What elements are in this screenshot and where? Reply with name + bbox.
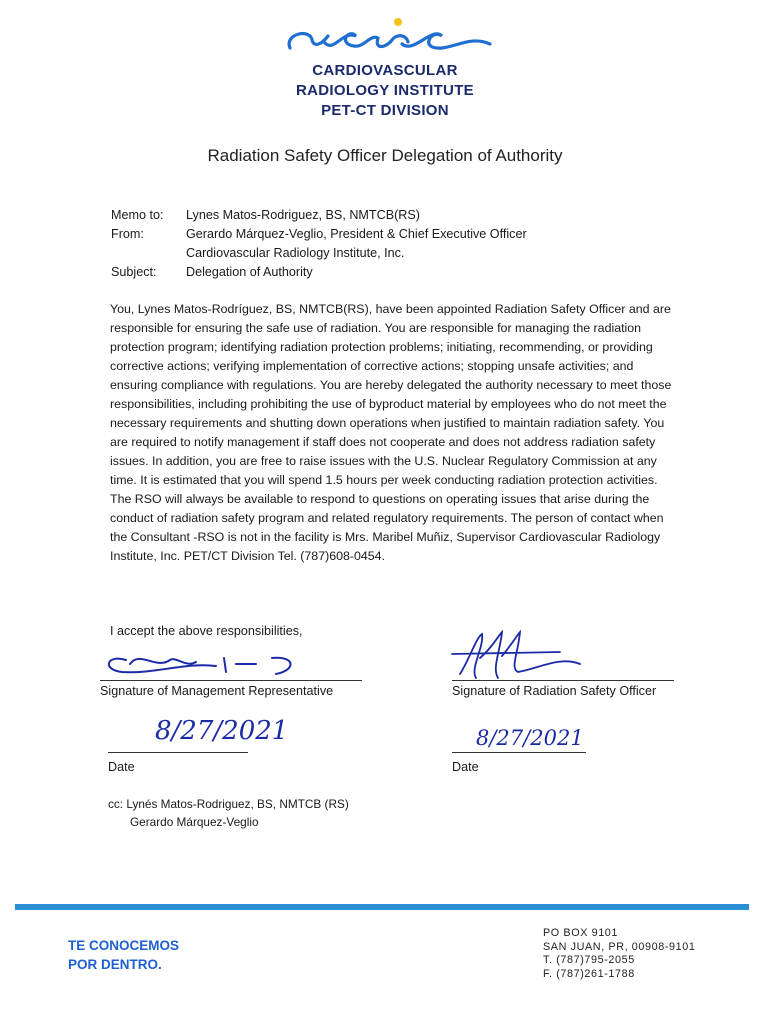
date-right-handwritten: 8/27/2021	[476, 726, 584, 750]
management-signature	[96, 640, 316, 684]
date-right-label: Date	[452, 760, 479, 774]
from-value-2: Cardiovascular Radiology Institute, Inc.	[186, 246, 405, 260]
accept-line: I accept the above responsibilities,	[110, 624, 303, 638]
document-title: Radiation Safety Officer Delegation of Authority	[207, 146, 563, 165]
rso-signature-label: Signature of Radiation Safety Officer	[452, 684, 657, 698]
institute-logo	[282, 14, 494, 60]
rso-signature	[440, 628, 640, 688]
tagline-line-2: POR DENTRO.	[68, 957, 162, 972]
subject-value: Delegation of Authority	[186, 265, 313, 279]
date-left-label: Date	[108, 760, 135, 774]
org-name-line1: CARDIOVASCULAR	[312, 62, 458, 79]
subject-label: Subject:	[111, 265, 157, 279]
date-right-line	[452, 752, 586, 753]
logo-script-mark	[289, 34, 490, 49]
address-line-1: PO BOX 9101	[543, 927, 619, 939]
footer-tagline	[68, 936, 179, 974]
management-signature-label: Signature of Management Representative	[100, 684, 334, 698]
from-label: From:	[111, 227, 144, 241]
date-left-line	[108, 752, 248, 753]
from-value-1: Gerardo Márquez-Veglio, President & Chief Executive Officer	[186, 227, 527, 241]
cc-line-1: cc: Lynés Matos-Rodriguez, BS, NMTCB (RS)	[108, 797, 349, 811]
rso-signature-line	[452, 680, 674, 681]
footer-divider	[15, 904, 749, 910]
memo-to-value: Lynes Matos-Rodriguez, BS, NMTCB(RS)	[186, 208, 420, 222]
logo-dot	[394, 18, 402, 26]
cc-line-2: Gerardo Márquez-Veglio	[130, 815, 259, 829]
tagline-line-1: TE CONOCEMOS	[68, 938, 180, 953]
org-division: PET-CT DIVISION	[321, 102, 449, 119]
footer-address	[543, 927, 695, 981]
management-signature-line	[100, 680, 362, 681]
fax-number: F. (787)261-1788	[543, 967, 635, 980]
org-name-line2: RADIOLOGY INSTITUTE	[296, 82, 474, 99]
memo-to-label: Memo to:	[111, 208, 164, 222]
memo-header	[0, 206, 770, 286]
body-paragraph: You, Lynes Matos-Rodríguez, BS, NMTCB(RS), have been appointed Radiation Safety Officer and are responsible for ensuring the safe use of radiation. You are responsible for managing the radiation protection program; identifying radiation protection problems; initiating, recommending, or providing corrective actions; verifying implementation of corrective actions; stopping unsafe activities; and ensuring compliance with regulations. You are hereby delegated the authority necessary to meet those responsibilities, including prohibiting the use of byproduct material by employees who do not meet the necessary requirements and shutting down operations when justified to maintain radiation safety. You are required to notify management if staff does not cooperate and does not address radiation safety issues. In addition, you are free to raise issues with the U.S. Nuclear Regulatory Commission at any time. It is estimated that you will spend 1.5 hours per week conducting radiation protection activities. The RSO will always be available to respond to questions on operating issues that arise during the conduct of radiation safety program and related regulatory requirements. The person of contact when the Consultant -RSO is not in the facility is Mrs. Maribel Muñiz, Supervisor Cardiovascular Radiology Institute, Inc. PET/CT Division Tel. (787)608-0454.	[110, 302, 672, 563]
phone-number: T. (787)795-2055	[543, 954, 635, 966]
address-line-2: SAN JUAN, PR, 00908-9101	[543, 940, 696, 953]
date-left-handwritten: 8/27/2021	[155, 716, 289, 746]
